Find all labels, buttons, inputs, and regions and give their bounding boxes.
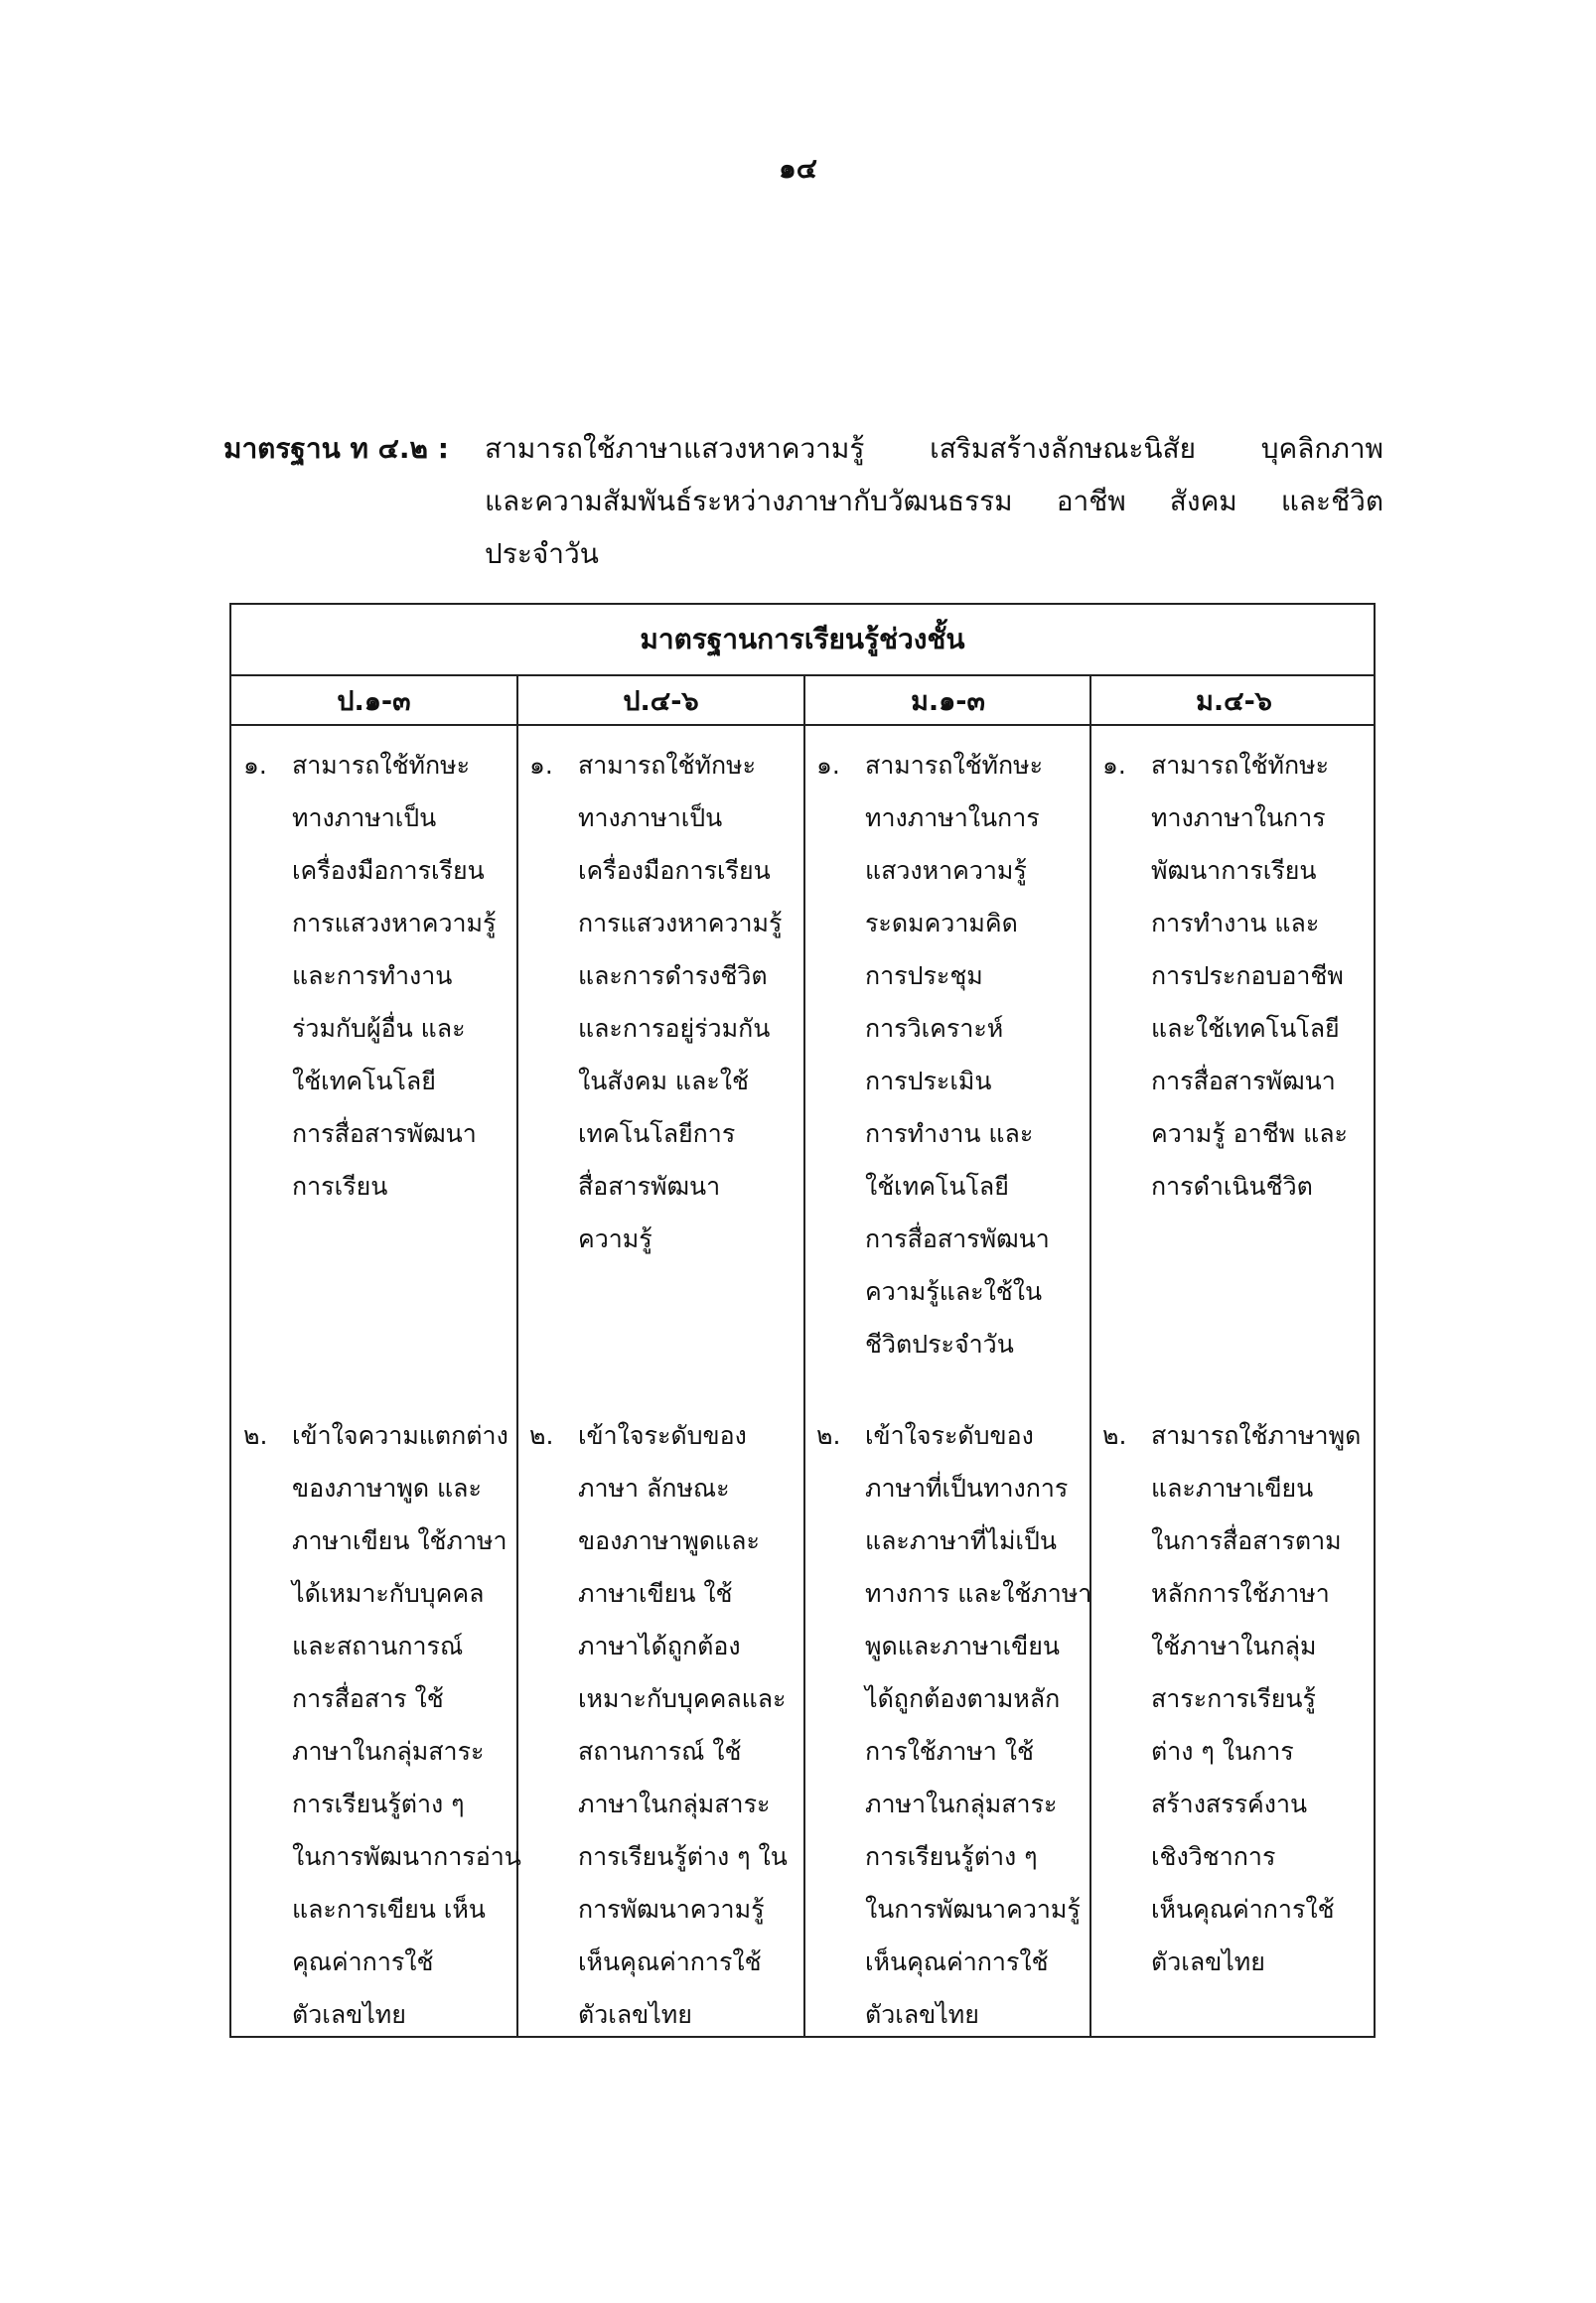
cell-line: การพัฒนาความรู้ — [578, 1895, 765, 1924]
standard-line: ประจำวัน — [485, 537, 599, 570]
cell-line: และใช้เทคโนโลยี — [1151, 1014, 1340, 1043]
cell-line: ทางภาษาเป็น — [292, 803, 437, 832]
cell-line: ทางภาษาในการ — [1151, 803, 1326, 832]
table-divider — [231, 724, 1374, 726]
cell-line: ตัวเลขไทย — [578, 2000, 692, 2029]
cell-line: ชีวิตประจำวัน — [865, 1330, 1014, 1359]
standard-description — [485, 422, 1383, 580]
cell-line: และสถานการณ์ — [292, 1632, 464, 1660]
cell-line: การดำเนินชีวิต — [1151, 1172, 1313, 1201]
cell-line: ตัวเลขไทย — [865, 2000, 979, 2029]
table-cell — [529, 1409, 798, 2041]
column-divider — [1089, 674, 1091, 2036]
cell-line: ใช้ภาษาในกลุ่ม — [1151, 1632, 1317, 1660]
cell-line: เครื่องมือการเรียน — [578, 856, 771, 885]
item-number: ๒. — [816, 1421, 841, 1450]
cell-line: เข้าใจระดับของ — [578, 1421, 747, 1450]
learning-standards-table — [229, 603, 1376, 2038]
item-number: ๒. — [529, 1421, 554, 1450]
cell-line: เห็นคุณค่าการใช้ — [578, 1947, 762, 1976]
table-cell — [816, 1409, 1092, 2041]
cell-line: ได้ถูกต้องตามหลัก — [865, 1684, 1061, 1713]
cell-line: สร้างสรรค์งาน — [1151, 1790, 1308, 1818]
cell-line: ในสังคม และใช้ — [578, 1067, 749, 1095]
cell-line: การใช้ภาษา ใช้ — [865, 1737, 1034, 1766]
cell-line: ภาษา ลักษณะ — [578, 1474, 730, 1503]
cell-line: ภาษาในกลุ่มสาระ — [292, 1737, 485, 1766]
cell-line: และการทำงาน — [292, 961, 453, 990]
cell-line: ในการพัฒนาการอ่าน — [292, 1842, 521, 1871]
cell-line: ใช้เทคโนโลยี — [292, 1067, 436, 1095]
cell-line: และภาษาเขียน — [1151, 1474, 1314, 1503]
cell-line: ระดมความคิด — [865, 909, 1018, 937]
cell-line: ตัวเลขไทย — [292, 2000, 406, 2029]
cell-line: และภาษาที่ไม่เป็น — [865, 1526, 1057, 1555]
cell-line: พูดและภาษาเขียน — [865, 1632, 1060, 1660]
cell-line: เห็นคุณค่าการใช้ — [865, 1947, 1049, 1976]
cell-line: ความรู้ — [578, 1224, 653, 1253]
column-header-p1-3: ป.๑-๓ — [337, 685, 411, 717]
item-number: ๑. — [1102, 751, 1126, 780]
column-header-m1-3: ม.๑-๓ — [911, 685, 985, 717]
item-number: ๒. — [1102, 1421, 1127, 1450]
cell-line: สาระการเรียนรู้ — [1151, 1684, 1316, 1713]
item-number: ๑. — [529, 751, 553, 780]
cell-line: และการดำรงชีวิต — [578, 961, 768, 990]
cell-line: เครื่องมือการเรียน — [292, 856, 485, 885]
cell-line: เหมาะกับบุคคลและ — [578, 1684, 787, 1713]
table-title: มาตรฐานการเรียนรู้ช่วงชั้น — [640, 623, 965, 655]
standard-line: สามารถใช้ภาษาแสวงหาความรู้ เสริมสร้างลักษณะนิสัย บุคลิกภาพ — [485, 432, 1383, 465]
cell-line: การสื่อสารพัฒนา — [1151, 1067, 1336, 1095]
cell-line: เข้าใจระดับของ — [865, 1421, 1034, 1450]
cell-line: ภาษาได้ถูกต้อง — [578, 1632, 741, 1660]
table-cell — [816, 739, 1085, 1370]
cell-line: แสวงหาความรู้ — [865, 856, 1027, 885]
table-cell — [243, 1409, 521, 2041]
cell-line: สามารถใช้ทักษะ — [578, 751, 757, 780]
cell-line: พัฒนาการเรียน — [1151, 856, 1317, 885]
cell-line: การสื่อสารพัฒนา — [292, 1119, 477, 1148]
cell-line: เชิงวิชาการ — [1151, 1842, 1276, 1871]
cell-line: การเรียน — [292, 1172, 388, 1201]
cell-line: การทำงาน และ — [1151, 909, 1320, 937]
table-cell — [243, 739, 511, 1213]
cell-line: ความรู้ อาชีพ และ — [1151, 1119, 1348, 1148]
cell-line: เข้าใจความแตกต่าง — [292, 1421, 508, 1450]
cell-line: สามารถใช้ภาษาพูด — [1151, 1421, 1362, 1450]
standard-line: และความสัมพันธ์ระหว่างภาษากับวัฒนธรรม อาชีพ สังคม และชีวิต — [485, 485, 1383, 517]
cell-line: หลักการใช้ภาษา — [1151, 1579, 1330, 1608]
cell-line: สามารถใช้ทักษะ — [292, 751, 471, 780]
cell-line: ความรู้และใช้ใน — [865, 1277, 1043, 1306]
cell-line: ของภาษาพูด และ — [292, 1474, 482, 1503]
cell-line: ต่าง ๆ ในการ — [1151, 1737, 1294, 1766]
cell-line: การเรียนรู้ต่าง ๆ ใน — [578, 1842, 788, 1871]
cell-line: สามารถใช้ทักษะ — [1151, 751, 1330, 780]
column-header-m4-6: ม.๔-๖ — [1196, 685, 1272, 717]
cell-line: ใช้เทคโนโลยี — [865, 1172, 1009, 1201]
cell-line: และการเขียน เห็น — [292, 1895, 486, 1924]
table-cell — [1102, 1409, 1371, 1988]
cell-line: การประเมิน — [865, 1067, 992, 1095]
page-number: ๑๔ — [779, 152, 817, 185]
cell-line: การแสวงหาความรู้ — [578, 909, 783, 937]
cell-line: ของภาษาพูดและ — [578, 1526, 760, 1555]
cell-line: สถานการณ์ ใช้ — [578, 1737, 742, 1766]
table-cell — [529, 739, 798, 1265]
cell-line: ภาษาเขียน ใช้ภาษา — [292, 1526, 508, 1555]
cell-line: ทางภาษาในการ — [865, 803, 1040, 832]
cell-line: ทางการ และใช้ภาษา — [865, 1579, 1092, 1608]
item-number: ๒. — [243, 1421, 268, 1450]
cell-line: การแสวงหาความรู้ — [292, 909, 497, 937]
column-divider — [803, 674, 805, 2036]
standard-code: มาตรฐาน ท ๔.๒ : — [223, 432, 449, 465]
item-number: ๑. — [243, 751, 267, 780]
cell-line: สื่อสารพัฒนา — [578, 1172, 721, 1201]
cell-line: ได้เหมาะกับบุคคล — [292, 1579, 485, 1608]
cell-line: การสื่อสารพัฒนา — [865, 1224, 1050, 1253]
cell-line: ทางภาษาเป็น — [578, 803, 723, 832]
cell-line: เห็นคุณค่าการใช้ — [1151, 1895, 1335, 1924]
cell-line: ตัวเลขไทย — [1151, 1947, 1265, 1976]
cell-line: การทำงาน และ — [865, 1119, 1034, 1148]
cell-line: และการอยู่ร่วมกัน — [578, 1014, 771, 1043]
cell-line: การประชุม — [865, 961, 983, 990]
cell-line: ในการสื่อสารตาม — [1151, 1526, 1342, 1555]
cell-line: ในการพัฒนาความรู้ — [865, 1895, 1081, 1924]
cell-line: การประกอบอาชีพ — [1151, 961, 1344, 990]
cell-line: สามารถใช้ทักษะ — [865, 751, 1044, 780]
cell-line: ภาษาเขียน ใช้ — [578, 1579, 733, 1608]
cell-line: ร่วมกับผู้อื่น และ — [292, 1014, 466, 1043]
cell-line: การเรียนรู้ต่าง ๆ — [865, 1842, 1038, 1871]
cell-line: การสื่อสาร ใช้ — [292, 1684, 444, 1713]
cell-line: คุณค่าการใช้ — [292, 1947, 434, 1976]
column-header-p4-6: ป.๔-๖ — [623, 685, 699, 717]
item-number: ๑. — [816, 751, 840, 780]
cell-line: การวิเคราะห์ — [865, 1014, 1004, 1043]
cell-line: ภาษาในกลุ่มสาระ — [578, 1790, 771, 1818]
cell-line: ภาษาที่เป็นทางการ — [865, 1474, 1069, 1503]
cell-line: เทคโนโลยีการ — [578, 1119, 736, 1148]
table-cell — [1102, 739, 1371, 1213]
cell-line: การเรียนรู้ต่าง ๆ — [292, 1790, 465, 1818]
cell-line: ภาษาในกลุ่มสาระ — [865, 1790, 1058, 1818]
